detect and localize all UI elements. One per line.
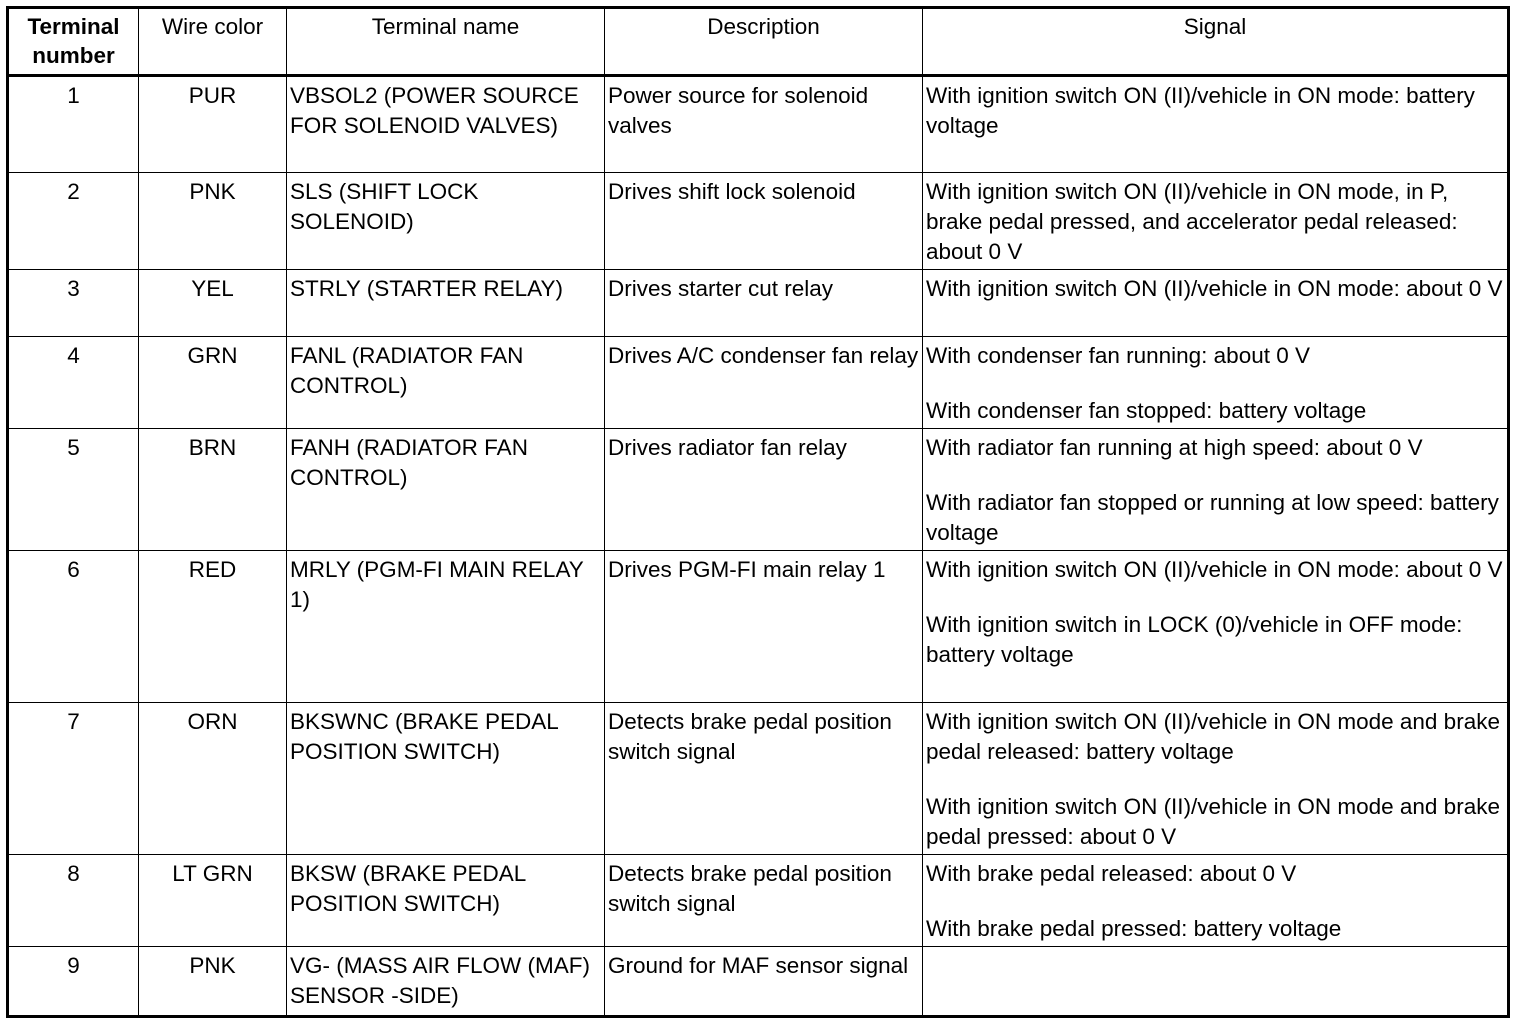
terminal-number-cell: 4	[8, 337, 139, 429]
signal-text: With brake pedal released: about 0 V	[926, 861, 1297, 886]
terminal-name-cell: SLS (SHIFT LOCK SOLENOID)	[287, 173, 605, 270]
header-wire-color: Wire color	[139, 8, 287, 76]
terminal-name-cell: MRLY (PGM-FI MAIN RELAY 1)	[287, 551, 605, 703]
header-terminal-number-line1: Terminal	[27, 14, 120, 39]
signal-text: With ignition switch ON (II)/vehicle in ON mode: about 0 V	[926, 276, 1503, 301]
wire-color-cell: PUR	[139, 76, 287, 173]
signal-text: With radiator fan running at high speed: about 0 V	[926, 435, 1423, 460]
header-signal: Signal	[923, 8, 1509, 76]
terminal-number-cell: 2	[8, 173, 139, 270]
terminal-number-cell: 5	[8, 429, 139, 551]
wire-color-cell: RED	[139, 551, 287, 703]
signal-cell	[923, 855, 1509, 947]
terminal-name-cell: BKSWNC (BRAKE PEDAL POSITION SWITCH)	[287, 703, 605, 855]
description-cell: Power source for solenoid valves	[605, 76, 923, 173]
signal-text: With ignition switch ON (II)/vehicle in ON mode and brake pedal released: battery voltage	[926, 709, 1500, 764]
terminal-name-cell: BKSW (BRAKE PEDAL POSITION SWITCH)	[287, 855, 605, 947]
terminal-number-cell: 8	[8, 855, 139, 947]
header-terminal-number	[8, 8, 139, 76]
terminal-number-cell: 6	[8, 551, 139, 703]
signal-text: With ignition switch ON (II)/vehicle in ON mode, in P, brake pedal pressed, and accelerator pedal released: about 0 V	[926, 179, 1458, 264]
signal-text: With condenser fan stopped: battery voltage	[926, 398, 1367, 423]
table-row	[8, 173, 1509, 270]
signal-text: With ignition switch ON (II)/vehicle in ON mode and brake pedal pressed: about 0 V	[926, 794, 1500, 849]
signal-text: With radiator fan stopped or running at low speed: battery voltage	[926, 490, 1499, 545]
description-cell: Drives shift lock solenoid	[605, 173, 923, 270]
wire-color-cell: ORN	[139, 703, 287, 855]
signal-cell	[923, 270, 1509, 337]
description-cell: Ground for MAF sensor signal	[605, 947, 923, 1017]
table-row	[8, 337, 1509, 429]
signal-cell	[923, 947, 1509, 1017]
terminal-table	[6, 6, 1510, 1018]
header-terminal-number-line2: number	[32, 43, 115, 68]
table-row	[8, 703, 1509, 855]
wire-color-cell: PNK	[139, 173, 287, 270]
signal-text: With ignition switch ON (II)/vehicle in ON mode: about 0 V	[926, 557, 1503, 582]
description-cell: Detects brake pedal position switch signal	[605, 855, 923, 947]
description-cell: Drives radiator fan relay	[605, 429, 923, 551]
table-header	[8, 8, 1509, 76]
wire-color-cell: GRN	[139, 337, 287, 429]
header-terminal-name: Terminal name	[287, 8, 605, 76]
terminal-number-cell: 7	[8, 703, 139, 855]
header-row	[8, 8, 1509, 76]
description-cell: Drives starter cut relay	[605, 270, 923, 337]
table-body	[8, 76, 1509, 1017]
terminal-name-cell: FANH (RADIATOR FAN CONTROL)	[287, 429, 605, 551]
terminal-name-cell: FANL (RADIATOR FAN CONTROL)	[287, 337, 605, 429]
terminal-name-cell: STRLY (STARTER RELAY)	[287, 270, 605, 337]
terminal-number-cell: 1	[8, 76, 139, 173]
signal-cell	[923, 337, 1509, 429]
signal-cell	[923, 703, 1509, 855]
description-cell: Drives A/C condenser fan relay	[605, 337, 923, 429]
wire-color-cell: YEL	[139, 270, 287, 337]
signal-cell	[923, 173, 1509, 270]
table-row	[8, 855, 1509, 947]
table-row	[8, 270, 1509, 337]
description-cell: Drives PGM-FI main relay 1	[605, 551, 923, 703]
header-description: Description	[605, 8, 923, 76]
terminal-name-cell: VG- (MASS AIR FLOW (MAF) SENSOR -SIDE)	[287, 947, 605, 1017]
signal-cell	[923, 551, 1509, 703]
table-row	[8, 429, 1509, 551]
terminal-name-cell: VBSOL2 (POWER SOURCE FOR SOLENOID VALVES)	[287, 76, 605, 173]
wire-color-cell: PNK	[139, 947, 287, 1017]
description-cell: Detects brake pedal position switch signal	[605, 703, 923, 855]
signal-text: With condenser fan running: about 0 V	[926, 343, 1310, 368]
signal-text: With ignition switch in LOCK (0)/vehicle in OFF mode: battery voltage	[926, 612, 1463, 667]
signal-cell	[923, 76, 1509, 173]
terminal-number-cell: 9	[8, 947, 139, 1017]
wire-color-cell: BRN	[139, 429, 287, 551]
signal-text: With brake pedal pressed: battery voltage	[926, 916, 1342, 941]
signal-cell	[923, 429, 1509, 551]
table-row	[8, 76, 1509, 173]
table-row	[8, 947, 1509, 1017]
table-row	[8, 551, 1509, 703]
wire-color-cell: LT GRN	[139, 855, 287, 947]
signal-text: With ignition switch ON (II)/vehicle in ON mode: battery voltage	[926, 83, 1475, 138]
terminal-number-cell: 3	[8, 270, 139, 337]
